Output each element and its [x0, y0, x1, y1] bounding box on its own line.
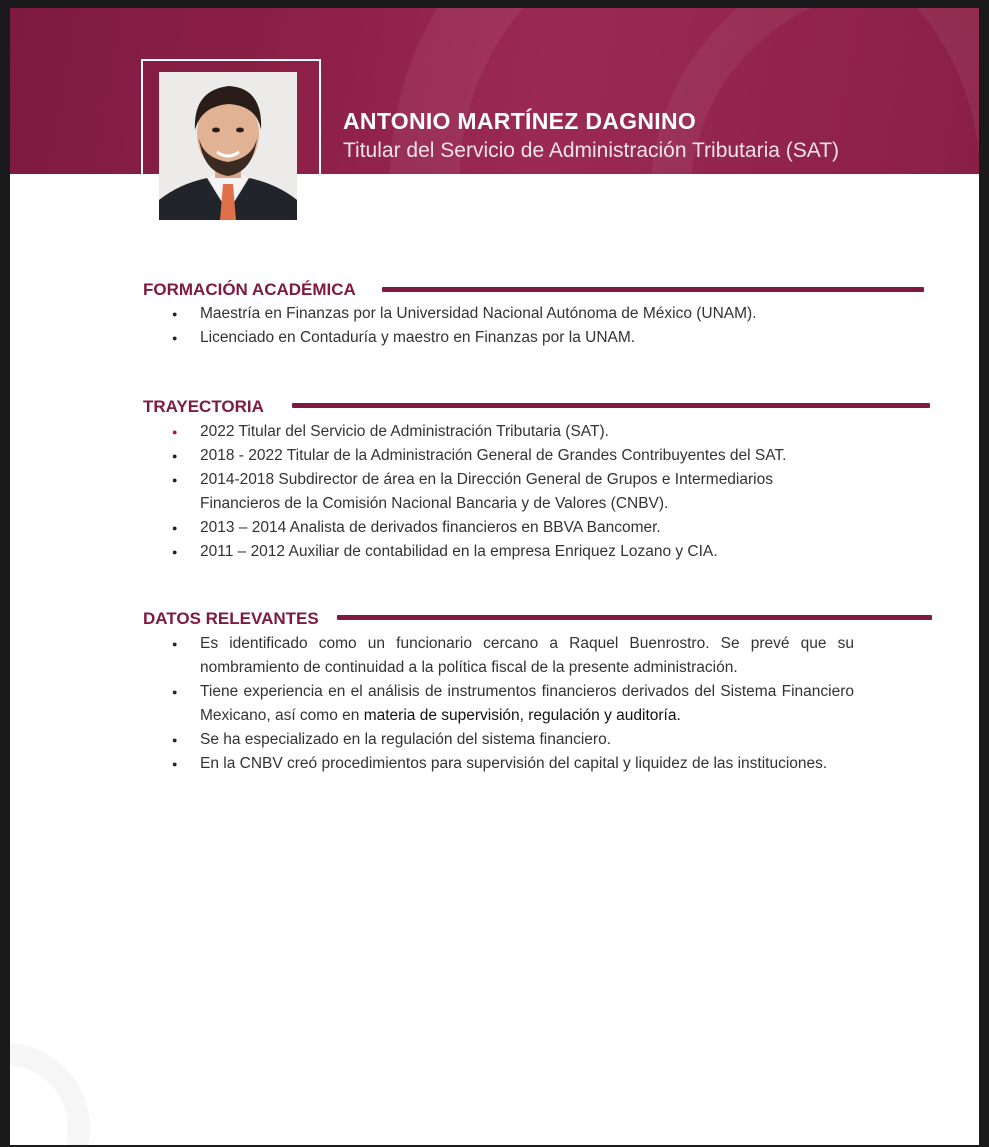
item-text: Tiene experiencia en el análisis de instrumentos financieros derivados del Sistema Financiero Mexicano, así como en: [200, 683, 854, 724]
list-item: [170, 680, 854, 728]
highlights-list: [170, 632, 854, 776]
list-item: ● Licenciado en Contaduría y maestro en Finanzas por la UNAM.: [170, 326, 850, 350]
career-list: [170, 420, 850, 564]
footer-decoration: [10, 1043, 90, 1145]
list-item: ● 2013 – 2014 Analista de derivados financieros en BBVA Bancomer.: [170, 516, 850, 540]
section-divider: [292, 403, 930, 408]
list-item: ● Es identificado como un funcionario cercano a Raquel Buenrostro. Se prevé que su nombramiento de continuidad a la política fiscal de la presente administración.: [170, 632, 854, 680]
document-page: [10, 8, 979, 1145]
person-role: Titular del Servicio de Administración Tributaria (SAT): [343, 139, 840, 162]
list-item: ● En la CNBV creó procedimientos para supervisión del capital y liquidez de las instituciones.: [170, 752, 854, 776]
list-item: ● 2018 - 2022 Titular de la Administración General de Grandes Contribuyentes del SAT.: [170, 444, 850, 468]
section-title-career: TRAYECTORIA: [143, 397, 264, 416]
list-item: ● 2014-2018 Subdirector de área en la Dirección General de Grupos e Intermediarios Financieros de la Comisión Nacional Bancaria y de Valores (CNBV).: [170, 468, 850, 516]
list-item: ● 2022 Titular del Servicio de Administración Tributaria (SAT).: [170, 420, 850, 444]
list-item: ● Se ha especializado en la regulación del sistema financiero.: [170, 728, 854, 752]
section-title-education: FORMACIÓN ACADÉMICA: [143, 280, 356, 299]
education-list: [170, 302, 850, 350]
item-emphasis: materia de supervisión, regulación y auditoría.: [363, 707, 681, 724]
section-divider: [382, 287, 924, 292]
section-title-highlights: DATOS RELEVANTES: [143, 609, 319, 628]
list-item: ● Maestría en Finanzas por la Universidad Nacional Autónoma de México (UNAM).: [170, 302, 850, 326]
portrait-image: [159, 72, 297, 220]
person-name: ANTONIO MARTÍNEZ DAGNINO: [343, 108, 697, 134]
section-divider: [337, 615, 932, 620]
list-item: ● 2011 – 2012 Auxiliar de contabilidad en la empresa Enriquez Lozano y CIA.: [170, 540, 850, 564]
portrait-photo: [159, 72, 297, 220]
